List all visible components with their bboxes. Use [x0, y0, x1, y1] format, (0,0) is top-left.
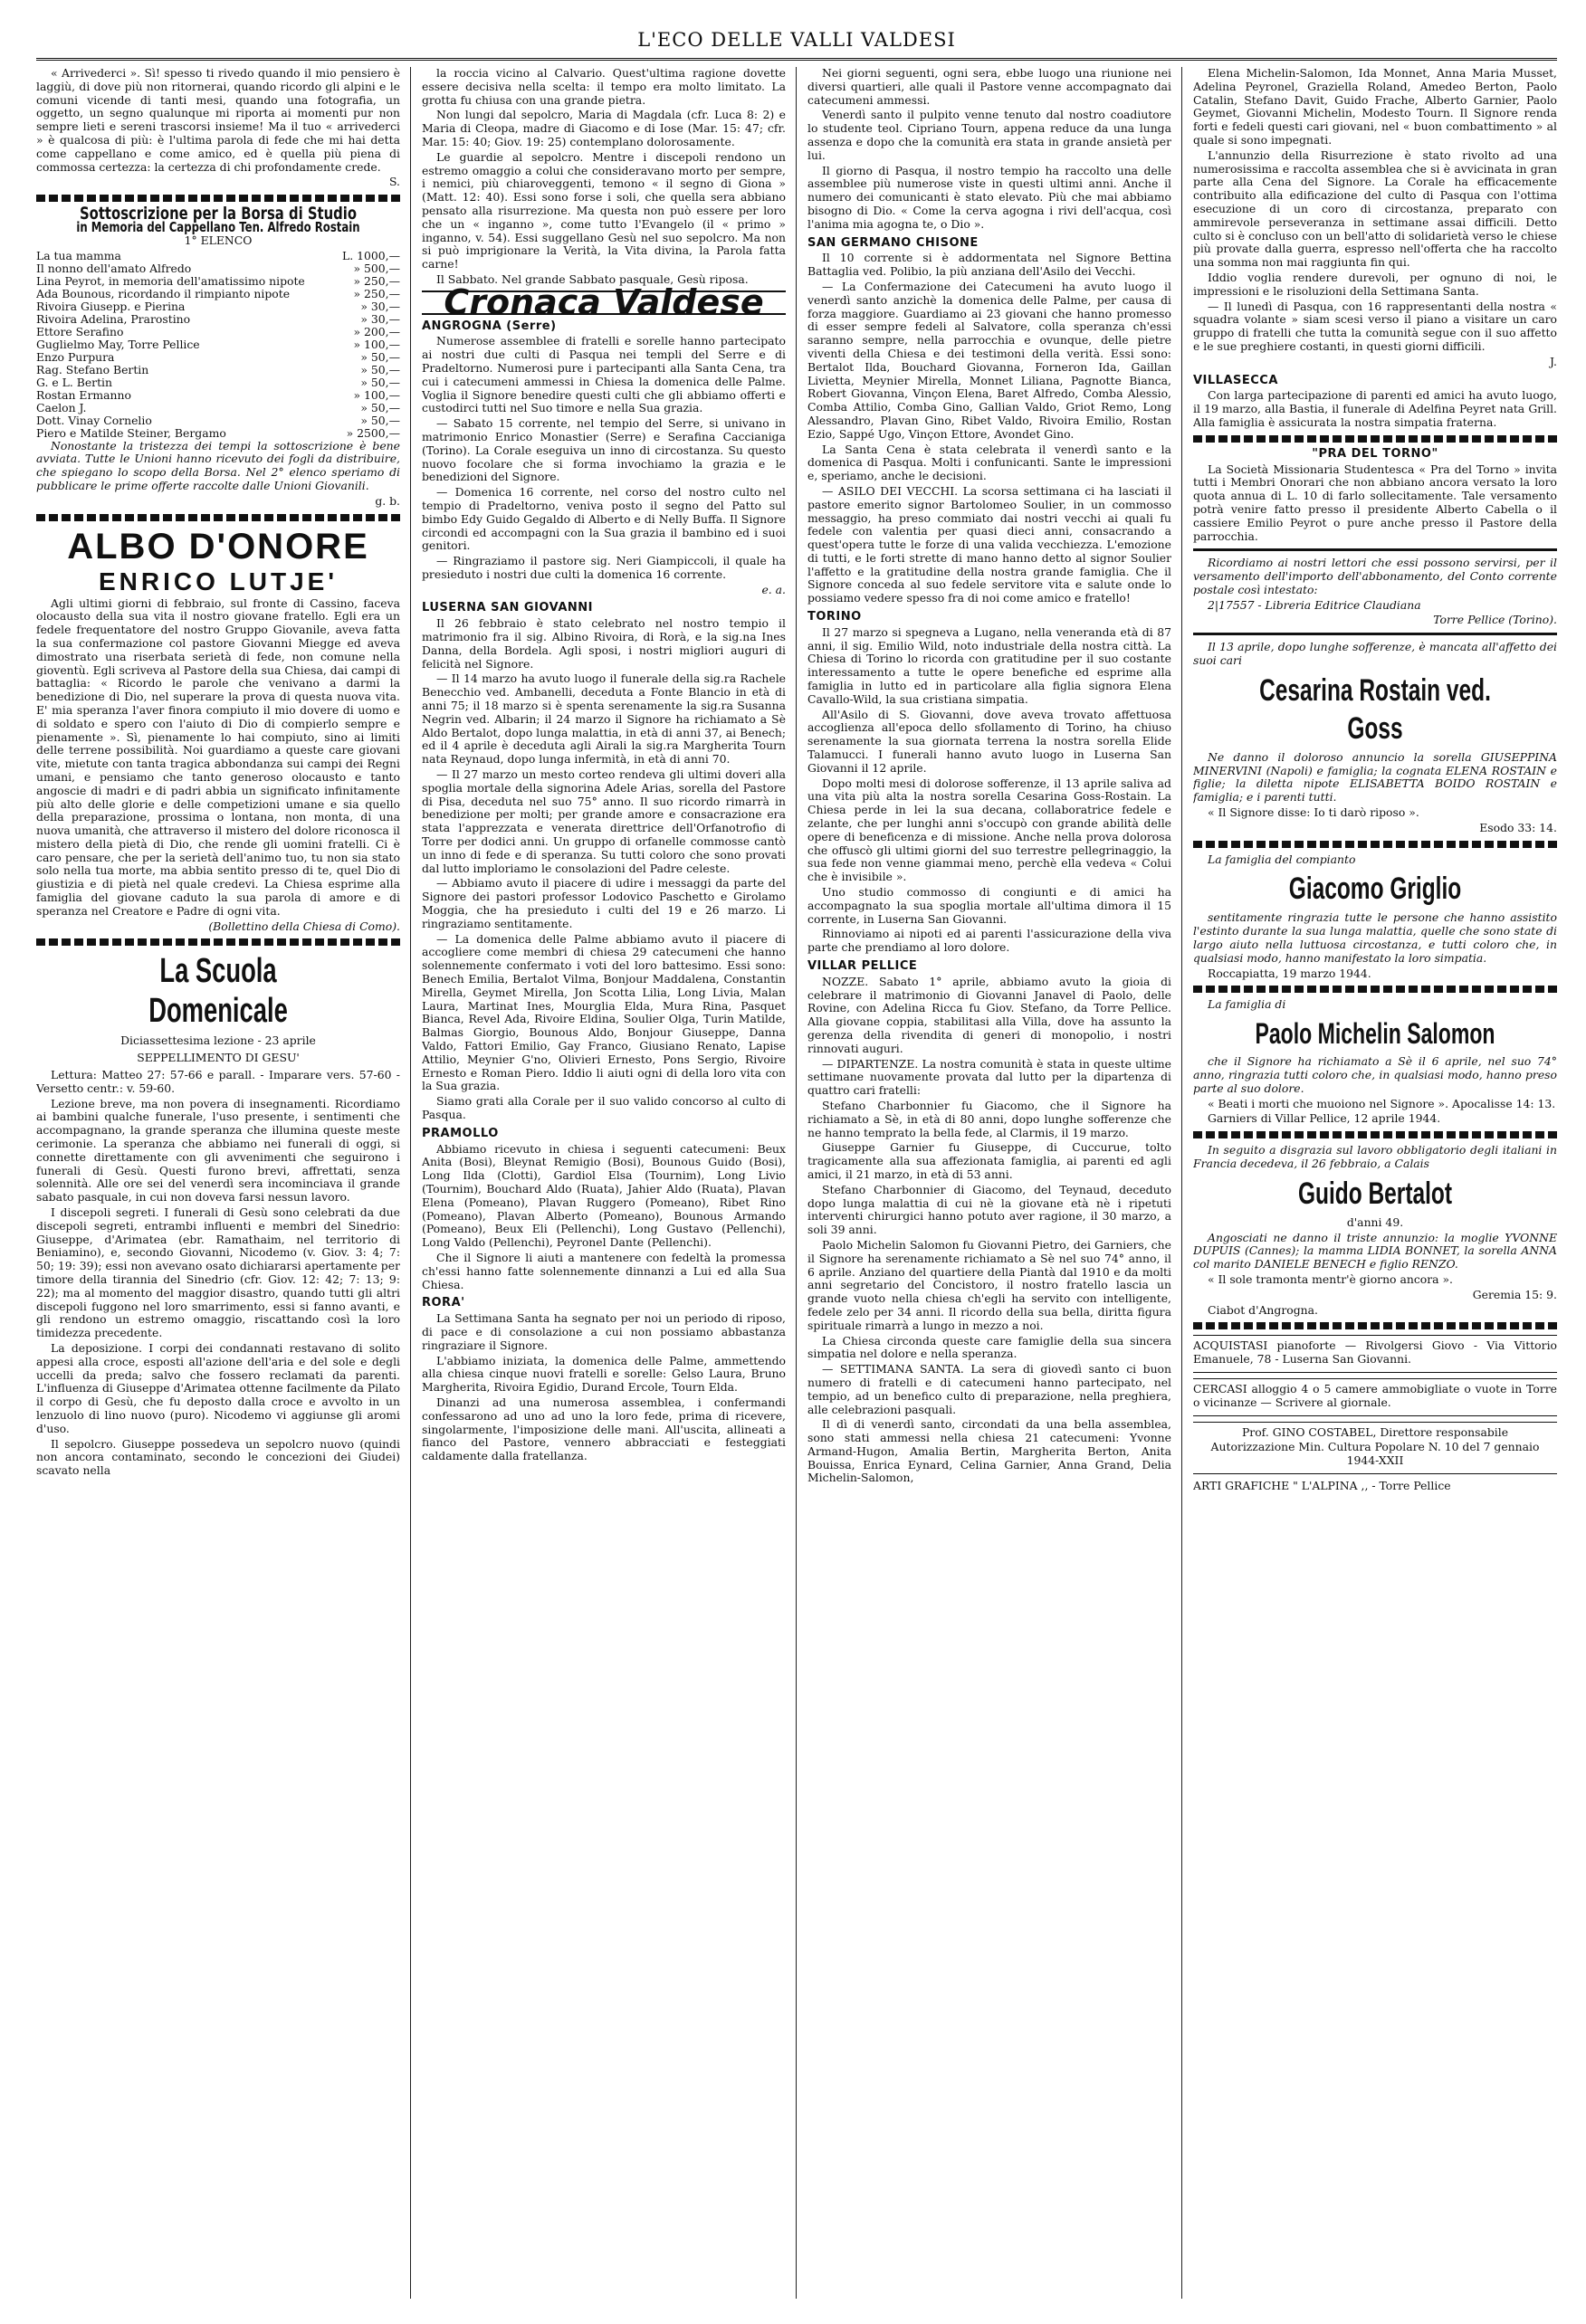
- bertalot-intro: In seguito a disgrazia sul lavoro obbligatorio degli italiani in Francia decedeva, il 26 febbraio, a Calais: [1193, 1143, 1557, 1171]
- sgc-heading: SAN GERMANO CHISONE: [807, 235, 979, 250]
- paragraph: — Il 14 marzo ha avuto luogo il funerale della sig.ra Rachele Benecchio ved. Ambanelli, deceduta a Fonte Blancio in età di anni 75; il 18 marzo si è spenta serenamente la sig.ra Susanna Negrin ved. Albarin; il 24 marzo il Signore ha richiamato a Sè Aldo Bertalot, dopo lunga malattia, in età di anni 37, ai Benech; ed il 4 aprile è deceduta agli Airali la sig.ra Margherita Tourn nata Reynaud, dopo lunga infermità, in età di anni 70.: [422, 671, 786, 767]
- ccp-account: 2|17557 - Libreria Editrice Claudiana: [1208, 597, 1421, 612]
- paragraph: — SETTIMANA SANTA. La sera di giovedì santo ci buon numero di fratelli e di catecumeni hanno partecipato, nel tempio, ad un benefico culto di preparazione, nella preghiera, alle celebrazioni pasquali.: [807, 1362, 1171, 1416]
- borsa-amount: » 50,—: [360, 375, 400, 389]
- villasecca-heading: VILLASECCA: [1193, 373, 1278, 387]
- cronaca-title: Cronaca Valdese: [422, 290, 786, 315]
- goss-intro: Il 13 aprile, dopo lunghe sofferenze, è mancata all'affetto dei suoi cari: [1193, 640, 1557, 668]
- borsa-row: [36, 326, 400, 338]
- scuola-topic: SEPPELLIMENTO DI GESU': [137, 1051, 300, 1065]
- rora-heading: RORA': [422, 1296, 465, 1310]
- borsa-row: [36, 288, 400, 300]
- borsa-donor: Lina Peyrot, in memoria dell'amatissimo nipote: [36, 273, 305, 288]
- scuola-p1: Lezione breve, ma non povera di insegnamenti. Ricordiamo ai bambini qualche funerale, l'uso presente, i sentimenti che accompagnano, la grande speranza che illumina queste meste cerimonie. La speranza che abbiamo nei funerali di oggi, si connette direttamente con gli avvenimenti che seguirono i funerali di Gesù. Questi furono brevi, affrettati, senza solennità. Alle ore sei del venerdì sera incominciava il grande sabato pasquale, in cui non doveva farsi nessun lavoro.: [36, 1096, 400, 1205]
- paragraph: Rinnoviamo ai nipoti ed ai parenti l'assicurazione della viva parte che prendiamo al loro dolore.: [807, 927, 1171, 955]
- authorization: Autorizzazione Min. Cultura Popolare N. 10 del 7 gennaio 1944-XXII: [1210, 1440, 1540, 1468]
- paragraph: All'Asilo di S. Giovanni, dove aveva trovato affettuosa accoglienza all'epoca dello sfollamento di Torino, ha chiuso serenamente la sua giornata terrena la nostra sorella Elide Talamucci. I funerali hanno avuto luogo in Luserna San Giovanni il 12 aprile.: [807, 707, 1171, 775]
- albo-source: (Bollettino della Chiesa di Como).: [208, 919, 400, 933]
- paragraph: Il dì di venerdì santo, circondati da una bella assemblea, sono stati ammessi nella chiesa 21 catecumeni: Yvonne Armand-Hugon, Amalia Bertin, Margherita Berton, Anita Bouissa, Enrica Eynard, Celina Garnier, Anna Grand, Delia Michelin-Salomon,: [807, 1417, 1171, 1485]
- albo-text: Agli ultimi giorni di febbraio, sul fronte di Cassino, faceva olocausto della sua vita il nostro giovane fratello. Egli era un fedele frequentatore del nostro Gruppo Giovanile, aveva fatta la sua confermazione col pastore Giovanni Miegge ed aveva dimostrato una riserbata serietà di fede, non comune nella gioventù. Egli scriveva al Pastore della sua Chiesa, dai campi di battaglia: « Ricordo le parole che venivano a darmi la benedizione di Dio, nel superare la prova di questa nuova vita. E' mia speranza l'aver finora compiuto il mio dovere di uomo e di soldato e spero con l'aiuto di Dio di compierlo sempre e pienamente ». Sì, pienamente lo hai compiuto, sino ai limiti delle terrene possibilità. Noi guardiamo a queste care giovani vite, mietute con tanta tragica abbondanza sui campi dei Regni umani, e pensiamo che tanto generoso olocausto e tanto angoscie di madri e di padri abbia un significato infinitamente più alto delle glorie e delle competizioni umane e sia quello della preparazione, prossima o lontana, non monta, di una nuova umanità, che attraverso il mistero del dolore riconosca il mistero della pietà di Dio, che rende gli uomini fratelli. Ci è caro pensare, che per la serietà dell'animo tuo, tu non sia stato solo nella tua morte, ma abbia sentito presso di te, quel Dio di giustizia e di pietà nel quale credevi. La Chiesa esprime alla famiglia del giovane caduto la sua parola di amore e di speranza nel Creatore e Padre di ogni vita.: [36, 595, 400, 918]
- scuola-p2: I discepoli segreti. I funerali di Gesù sono celebrati da due discepoli segreti, entrambi influenti e membri del Sinedrio: Giuseppe, d'Arimatea (ebr. Ramathaim, nel territorio di Beniamino), e, secondo Giovanni, Nicodemo (v. Giov. 3: 4; 7: 50; 19: 39); essi non avevano osato dichiararsi apertamente per timore della tirannia del Sinedrio (cfr. Giov. 12: 42; 7: 13; 9: 22); ma al momento del maggior disastro, quando tutti gli altri discepoli fuggono nel loro smarrimento, essi si fanno avanti, e gli rendono un estremo omaggio, riscattando così la loro timidezza precedente.: [36, 1205, 400, 1340]
- torino-text: [807, 626, 1171, 955]
- ad-piano: [1193, 1335, 1557, 1373]
- ornament-divider: [36, 938, 400, 946]
- pramollo-text: [422, 1143, 786, 1292]
- ad-piano-text: ACQUISTASI pianoforte — Rivolgersi Giovo - Via Vittorio Emanuele, 78 - Luserna San Giovanni.: [1193, 1338, 1557, 1367]
- villar-signature: J.: [1550, 354, 1557, 368]
- scuola-continued-3: Le guardie al sepolcro. Mentre i discepoli rendono un estremo omaggio a colui che consideravano morto per sempre, i nemici, più chiaroveggenti, temono « il segno di Giona » (Matt. 12: 40). Essi sono forse i soli, che quella sera abbiano pensato alla risurrezione. Ma questa non può essere per loro che un « inganno », come tutto l'Evangelo (il « primo » inganno, v. 54). Essi suggellano Gesù nel suo sepolcro. Ma non si può imprigionare la Verità, la Vita divina, la Parola fatta carne!: [422, 149, 786, 271]
- scuola-continued-4: Il Sabbato. Nel grande Sabbato pasquale, Gesù riposa.: [436, 271, 749, 286]
- ornament-divider: [1193, 1322, 1557, 1329]
- borsa-signature: g. b.: [375, 493, 400, 508]
- paragraph: Nei giorni seguenti, ogni sera, ebbe luogo una riunione nei diversi quartieri, alle quali il Pastore venne accompagnato dai catecumeni ammessi.: [807, 67, 1171, 107]
- praz-text: La Società Missionaria Studentesca « Pra del Torno » invita tutti i Membri Onorari che non abbiano ancora versato la loro quota annua di L. 10 di farlo sollecitamente. Tale versamento potrà venire fatto presso il presidente Alberto Cabella o il cassiere Emilio Peyrot o pure anche presso il Pastore della parrocchia.: [1193, 462, 1557, 543]
- borsa-donor: Rivoira Adelina, Prarostino: [36, 311, 191, 326]
- newspaper-page: [36, 27, 1557, 2299]
- paragraph: Paolo Michelin Salomon fu Giovanni Pietro, dei Garniers, che il Signore ha serenamente richiamato a Sè nel suo 74° anno, il 6 aprile. Anziano del quartiere della Piantà dal 1910 e da molti anni segretario del Concistoro, il nostro fratello lascia un grande vuoto nella chiesa ch'egli ha servito con intelligente, fedele zelo per 34 anni. Il ricordo della sua bella, diritta figura spirituale rimarrà a lungo in mezzo a noi.: [807, 1237, 1171, 1332]
- borsa-amount: » 2500,—: [346, 425, 400, 440]
- borsa-subtitle: in Memoria del Cappellano Ten. Alfredo Rostain: [76, 218, 360, 235]
- bertalot-text: Angosciati ne danno il triste annunzio: la moglie YVONNE DUPUIS (Cannes); la mamma LIDIA BONNET, la sorella ANNA col marito DANIELE BENECH e figlio RENZO.: [1193, 1230, 1557, 1272]
- paragraph: — Il 27 marzo un mesto corteo rendeva gli ultimi doveri alla spoglia mortale della signorina Adele Arias, sorella del Pastore di Pisa, deceduta nel suo 75° anno. Il suo ricordo rimarrà in benedizione per molti; per grande amore e consacrazione era stata l'apprezzata e venerata direttrice dell'Orfanotrofio di Torre per dodici anni. Un gruppo di orfanelle commosse cantò un inno di fede e di speranza. Su tutti coloro che sono provati dal lutto imploriamo le consolazioni del Padre celeste.: [422, 767, 786, 875]
- angrogna-signature: e. a.: [761, 582, 786, 596]
- pramollo-heading: PRAMOLLO: [422, 1126, 499, 1140]
- divider: [1193, 548, 1557, 551]
- borsa-row: [36, 376, 400, 389]
- borsa-row: [36, 414, 400, 427]
- griglio-intro: La famiglia del compianto: [1208, 852, 1356, 866]
- villar-heading: VILLAR PELLICE: [807, 959, 918, 973]
- borsa-donor: Ettore Serafino: [36, 324, 124, 338]
- borsa-donor: Guglielmo May, Torre Pellice: [36, 337, 200, 351]
- paragraph: Stefano Charbonnier di Giacomo, del Teynaud, deceduto dopo lunga malattia di cui nè la giovane età nè i ripetuti interventi chirurgici hanno potuto aver ragione, il 30 marzo, a soli 39 anni.: [807, 1182, 1171, 1237]
- paragraph: — DIPARTENZE. La nostra comunità è stata in queste ultime settimane nuovamente provata dal lutto per la dipartenza di quattro cari fratelli:: [807, 1056, 1171, 1098]
- editor: Prof. GINO COSTABEL, Direttore responsabile: [1241, 1424, 1509, 1439]
- michelin-intro: La famiglia di: [1208, 997, 1286, 1012]
- imprint: [1193, 1422, 1557, 1474]
- borsa-donor: Piero e Matilde Steiner, Bergamo: [36, 425, 226, 440]
- sgc-text: [807, 252, 1171, 605]
- villar-text: [807, 976, 1171, 1485]
- paragraph: Il 27 marzo si spegneva a Lugano, nella veneranda età di 87 anni, il sig. Emilio Wild, noto industriale della nostra città. La Chiesa di Torino lo ricorda con gratitudine per il suo costante interessamento a tutte le opere benefiche ed esprime alla famiglia in lutto ed in particolare alla figlia signora Elena Cavallo-Wild, la sua cristiana simpatia.: [807, 624, 1171, 706]
- praz-heading: "PRA DEL TORNO": [1312, 446, 1438, 461]
- borsa-amount: » 50,—: [360, 413, 400, 427]
- paragraph: Dinanzi ad una numerosa assemblea, i confermandi confessarono ad uno ad uno la loro fede, prima di ricevere, singolarmente, l'imposizione delle mani. All'uscita, allineati a fianco del Pastore, vennero abbracciati e festeggiati caldamente dalla fratellanza.: [422, 1395, 786, 1463]
- goss-name: Cesarina Rostain ved. Goss: [1259, 672, 1491, 746]
- rora-text: [422, 1312, 786, 1463]
- paragraph: NOZZE. Sabato 1° aprile, abbiamo avuto la gioia di celebrare il matrimonio di Giovanni Janavel di Paolo, delle Rovine, con Adelina Ricca fu Giov. Stefano, da Torre Pellice. Alla giovane coppia, stabilitasi alla Villa, dove ha assunto la gerenza della rivendita di generi di monopolio, i nostri rinnovati auguri.: [807, 974, 1171, 1055]
- villar-continued: [1193, 67, 1557, 354]
- paragraph: — Ringraziamo il pastore sig. Neri Giampiccoli, il quale ha presieduto i nostri due culti la domenica 16 corrente.: [422, 554, 786, 581]
- torino-heading: TORINO: [807, 610, 862, 624]
- divider: [1193, 633, 1557, 635]
- borsa-donor: Enzo Purpura: [36, 349, 115, 364]
- scuola-p4: Il sepolcro. Giuseppe possedeva un sepolcro nuovo (quindi non ancora contaminato, secondo le concezioni dei Giudei) scavato nella: [36, 1436, 400, 1478]
- luserna-text: [422, 617, 786, 1121]
- borsa-amount: » 500,—: [353, 261, 400, 275]
- borsa-note: Nonostante la tristezza dei tempi la sottoscrizione è bene avviata. Tutte le Unioni hanno ricevuto dei fogli da distribuire, che spiegano lo scopo della Borsa. Nel 2° elenco speriamo di pubblicare le prime offerte raccolte dalle Unioni Giovanili.: [36, 438, 400, 492]
- bertalot-ref: Geremia 15: 9.: [1472, 1287, 1557, 1301]
- goss-text: Ne danno il doloroso annuncio la sorella GIUSEPPINA MINERVINI (Napoli) e famiglia; la cognata ELENA ROSTAIN e figlie; la diletta nipote ELISABETTA BOIDO ROSTAIN e famiglia; e i parenti tutti.: [1193, 749, 1557, 805]
- paragraph: — Domenica 16 corrente, nel corso del nostro culto nel tempio di Pradeltorno, veniva posto il segno del Patto sul bimbo Edy Guido Gegaldo di Alberto e di Nelly Buffa. Il Signore circondi ed accompagni con la Sua grazia il bambino ed i suoi genitori.: [422, 485, 786, 553]
- ornament-divider: [1193, 1131, 1557, 1138]
- ornament-divider: [36, 514, 400, 521]
- column-3: [807, 67, 1171, 2299]
- paragraph: Dopo molti mesi di dolorose sofferenze, il 13 aprile saliva ad una vita più alta la nostra sorella Cesarina Goss-Rostain. La Chiesa perde in lei la sua decana, collaboratrice fedele e zelante, che per lunghi anni s'occupò con grande abilità delle opere di beneficenza e di missione. Anche nella prova dolorosa che offuscò gli ultimi giorni del suo terrestre pellegrinaggio, la sua fede non venne giammai meno, perchè ella vedeva « Colui che è invisibile ».: [807, 776, 1171, 884]
- ad-alloggio: [1193, 1378, 1557, 1416]
- intro-paragraph: « Arrivederci ». Sì! spesso ti rivedo quando il mio pensiero è laggiù, di dove più non ritornerai, quando ricordo gli alpini e le comuni vicende di tanti mesi, quando una fotografia, un oggetto, un segno qualunque mi riporta ai momenti pur non sempre lieti e sereni trascorsi insieme! Ma il tuo « arrivederci » è qualcosa di più: è l'ultima parola di fede che mi hai detta come cappellano e come amico, ed è quella più piena di commossa certezza: la certezza di chi profondamente crede.: [36, 67, 400, 174]
- borsa-donor: Il nonno dell'amato Alfredo: [36, 261, 192, 275]
- borsa-row: [36, 389, 400, 402]
- bertalot-place: Ciabot d'Angrogna.: [1208, 1302, 1318, 1317]
- borsa-elenco: 1° ELENCO: [184, 233, 253, 247]
- paragraph: Il giorno di Pasqua, il nostro tempio ha raccolto una delle assemblee più numerose viste in questi ultimi anni. Anche il numero dei comunicanti è stato elevato. Più che mai abbiamo bisogno di Dio. « Come la cerva agogna i rivi dell'acqua, così l'anima mia agogna te, o Dio ».: [807, 163, 1171, 231]
- borsa-amount: » 50,—: [360, 362, 400, 376]
- paragraph: Che il Signore li aiuti a mantenere con fedeltà la promessa ch'essi hanno fatte solennemente dinnanzi a Lui ed alla Sua Chiesa.: [422, 1250, 786, 1291]
- bertalot-name: Guido Bertalot: [1297, 1176, 1452, 1211]
- borsa-title: Sottoscrizione per la Borsa di Studio: [79, 204, 358, 224]
- griglio-date: Roccapiatta, 19 marzo 1944.: [1208, 966, 1371, 980]
- ccp-place: Torre Pellice (Torino).: [1433, 613, 1557, 627]
- paragraph: Iddio voglia rendere durevoli, per ognuno di noi, le impressioni e le risoluzioni della Settimana Santa.: [1193, 270, 1557, 298]
- paragraph: Il 10 corrente si è addormentata nel Signore Bettina Battaglia ved. Polibio, la più anziana dell'Asilo dei Vecchi.: [807, 251, 1171, 279]
- borsa-row: [36, 427, 400, 440]
- paragraph: — La Confermazione dei Catecumeni ha avuto luogo il venerdì santo anzichè la domenica delle Palme, per causa di forza maggiore. Guardiamo ai 23 giovani che hanno promesso di esser sempre fedeli al Salvatore, colla speranza ch'essi saranno sempre, nella parrocchia e ovunque, delle pietre viventi della Chiesa e dei testimoni della verità. Essi sono: Bertalot Ilda, Bouchard Giovanna, Forneron Ida, Gaillan Livietta, Meynier Mirella, Monnet Liliana, Pagnotte Bianca, Robert Giovanna, Vinçon Elena, Baret Alfredo, Comba Alessio, Comba Attilio, Comba Gino, Gallian Valdo, Griot Remo, Long Alessandro, Plavan Gino, Ribet Valdo, Rivoira Emilio, Rostan Ezio, Sappé Ugo, Vinçon Ettore, Avondet Gino.: [807, 279, 1171, 441]
- borsa-amount: » 100,—: [353, 387, 400, 402]
- michelin-verse: « Beati i morti che muoiono nel Signore ». Apocalisse 14: 13.: [1208, 1096, 1556, 1110]
- paragraph: Il 26 febbraio è stato celebrato nel nostro tempio il matrimonio fra il sig. Albino Rivoira, di Rorà, e la sig.na Ines Danna, della Bordela. Agli sposi, i nostri migliori auguri di felicità nel Signore.: [422, 616, 786, 671]
- borsa-amount: » 50,—: [360, 349, 400, 364]
- borsa-row: [36, 250, 400, 262]
- scuola-continued-2: Non lungi dal sepolcro, Maria di Magdala (cfr. Luca 8: 2) e Maria di Cleopa, madre di Giacomo e di Iose (Mar. 15: 47; cfr. Mar. 15: 40; Giov. 19: 25) contemplano dolorosamente.: [422, 108, 786, 148]
- griglio-name: Giacomo Griglio: [1288, 872, 1462, 907]
- borsa-row: [36, 300, 400, 313]
- rora-continued: [807, 67, 1171, 232]
- borsa-row: [36, 275, 400, 288]
- borsa-donor: Rag. Stefano Bertin: [36, 362, 149, 376]
- ornament-divider: [1193, 435, 1557, 443]
- paragraph: L'annunzio della Risurrezione è stato rivolto ad una numerosissima e raccolta assemblea che si è avvicinata in gran parte alla Cena del Signore. La Corale ha efficacemente contribuito alla edificazione del culto di Pasqua con l'ottima esecuzione di un coro di circostanza, preparato con ammirevole perseveranza in settimane assai difficili. Detto culto si è concluso con un bell'atto di solidarietà verso le chiese più provate dalla guerra, espresso nell'offerta che ha raccolto una somma non mai raggiunta fin qui.: [1193, 148, 1557, 270]
- albo-name: ENRICO LUTJE': [98, 567, 338, 595]
- borsa-amount: L. 1000,—: [342, 248, 400, 262]
- ornament-divider: [1193, 841, 1557, 848]
- paragraph: Venerdì santo il pulpito venne tenuto dal nostro coadiutore lo studente teol. Cipriano Tourn, appena reduce da una lunga assenza e dopo che la comunità era stata in grande ansietà per lui.: [807, 108, 1171, 162]
- luserna-heading: LUSERNA SAN GIOVANNI: [422, 601, 593, 615]
- borsa-row: [36, 262, 400, 275]
- borsa-amount: » 30,—: [360, 311, 400, 326]
- villasecca-text: Con larga partecipazione di parenti ed amici ha avuto luogo, il 19 marzo, alla Bastia, il funerale di Adelfina Peyret nata Grill. Alla famiglia è assicurata la nostra simpatia fraterna.: [1193, 388, 1557, 429]
- borsa-row: [36, 338, 400, 351]
- ornament-divider: [1193, 986, 1557, 993]
- paragraph: — Sabato 15 corrente, nel tempio del Serre, si univano in matrimonio Enrico Monastier (Serre) e Serafina Caccianiga (Torino). La Corale eseguiva un inno di circostanza. Su questo nuovo focolare che si forma invochiamo la grazia e le benedizioni del Signore.: [422, 416, 786, 484]
- paragraph: Siamo grati alla Corale per il suo valido concorso al culto di Pasqua.: [422, 1094, 786, 1121]
- scuola-title: La Scuola Domenicale: [148, 952, 288, 1031]
- angrogna-heading: ANGROGNA (Serre): [422, 319, 557, 333]
- albo-title: ALBO D'ONORE: [67, 526, 369, 567]
- paragraph: Abbiamo ricevuto in chiesa i seguenti catecumeni: Beux Anita (Bosi), Bleynat Remigio (Bosi), Bounous Guido (Bosi), Long Ilda (Clotti), Gardiol Elsa (Tournim), Long Livio (Tournim), Bouchard Aldo (Ruata), Jahier Aldo (Ruata), Plavan Elena (Pomeano), Plavan Ruggero (Pomeano), Ribet Rino (Pomeano), Plavan Alberto (Pomeano), Bounous Armando (Pomeano), Beux Eli (Pellenchi), Long Gustavo (Pellenchi), Long Valdo (Pellenchi), Peyronel Dante (Pellenchi).: [422, 1141, 786, 1250]
- paragraph: L'abbiamo iniziata, la domenica delle Palme, ammettendo alla chiesa cinque nuovi fratelli e sorelle: Gelso Laura, Bruno Margherita, Rivoira Egidio, Durand Ercole, Tourn Elda.: [422, 1353, 786, 1395]
- michelin-text: che il Signore ha richiamato a Sè il 6 aprile, nel suo 74° anno, ringrazia tutti coloro che, in qualsiasi modo, hanno preso parte al suo dolore.: [1193, 1054, 1557, 1095]
- paragraph: Stefano Charbonnier fu Giacomo, che il Signore ha richiamato a Sè, in età di 80 anni, dopo lunghe sofferenze che ne hanno temprato la bella fede, al Clarmis, il 19 marzo.: [807, 1098, 1171, 1139]
- borsa-row: [36, 351, 400, 364]
- paragraph: Uno studio commosso di congiunti e di amici ha accompagnato la sua spoglia mortale all'ultima dimora il 15 corrente, in Luserna San Giovanni.: [807, 885, 1171, 926]
- borsa-amount: » 30,—: [360, 299, 400, 313]
- borsa-amount: » 50,—: [360, 400, 400, 414]
- bertalot-verse: « Il sole tramonta mentr'è giorno ancora ».: [1208, 1272, 1453, 1286]
- borsa-amount: » 100,—: [353, 337, 400, 351]
- paragraph: — Abbiamo avuto il piacere di udire i messaggi da parte del Signore dei pastori professor Lodovico Paschetto e Girolamo Moggia, che ha presieduto i culti del 19 e 26 marzo. Li ringraziamo sentitamente.: [422, 876, 786, 930]
- paragraph: Numerose assemblee di fratelli e sorelle hanno partecipato ai nostri due culti di Pasqua nei templi del Serre e di Pradeltorno. Numerosi pure i partecipanti alla Santa Cena, tra cui i catecumeni ammessi in Chiesa la domenica delle Palme. Voglia il Signore benedire questi culti che gli abbiamo offerti e custodirci tutti nel Suo timore e nella Sua grazia.: [422, 334, 786, 415]
- scuola-continued-1: la roccia vicino al Calvario. Quest'ultima ragione dovette essere decisiva nella scelta: il tempo era molto limitato. La grotta fu chiusa con una grande pietra.: [422, 67, 786, 107]
- paragraph: — Il lunedì di Pasqua, con 16 rappresentanti della nostra « squadra volante » siam scesi verso il piano a visitare un caro gruppo di fratelli che tutta la comunità segue con il suo affetto e le sue preghiere costanti, in questi giorni difficili.: [1193, 299, 1557, 353]
- borsa-row: [36, 313, 400, 326]
- borsa-amount: » 200,—: [353, 324, 400, 338]
- paragraph: — La domenica delle Palme abbiamo avuto il piacere di accogliere come membri di chiesa 29 catecumeni che hanno solennemente confermato i voti del loro battesimo. Essi sono: Benech Emilia, Bertalot Vilma, Bonjour Maddalena, Constantin Mirella, Geymet Mirella, Jon Scotta Lilia, Long Livia, Malan Laura, Martinat Ines, Mourglia Elda, Mura Rina, Pasquet Bianca, Revel Ada, Rivoire Eldina, Soulier Olga, Turin Matilde, Balmas Giorgio, Bounous Aldo, Bonjour Giuseppe, Danna Valdo, Fattori Emilio, Gay Franco, Giusiano Renato, Lapise Attilio, Meynier G'no, Olivieri Ernesto, Pons Sergio, Rivoire Ernesto e Roman Piero. Iddio li aiuti ogni di della loro vita con la Sua grazia.: [422, 931, 786, 1093]
- borsa-row: [36, 402, 400, 414]
- borsa-row: [36, 364, 400, 376]
- intro-signature: S.: [389, 175, 400, 189]
- paragraph: La Chiesa circonda queste care famiglie della sua sincera simpatia nel dolore e nella speranza.: [807, 1333, 1171, 1361]
- borsa-amount: » 250,—: [353, 286, 400, 300]
- column-4: [1193, 67, 1557, 2299]
- borsa-donor: G. e L. Bertin: [36, 375, 112, 389]
- goss-ref: Esodo 33: 14.: [1479, 820, 1557, 834]
- paragraph: La Santa Cena è stata celebrata il venerdì santo e la domenica di Pasqua. Molti i confunicanti. Sante le impressioni e, speriamo, anche le decisioni.: [807, 442, 1171, 483]
- angrogna-text: [422, 335, 786, 581]
- borsa-donor: Ada Bounous, ricordando il rimpianto nipote: [36, 286, 291, 300]
- michelin-name: Paolo Michelin Salomon: [1255, 1017, 1495, 1051]
- borsa-donor: La tua mamma: [36, 248, 121, 262]
- bertalot-age: d'anni 49.: [1346, 1214, 1404, 1229]
- masthead: L'ECO DELLE VALLI VALDESI: [36, 27, 1557, 61]
- column-1: [36, 67, 400, 2299]
- printer: ARTI GRAFICHE " L'ALPINA ,, - Torre Pellice: [1193, 1478, 1451, 1492]
- paragraph: Giuseppe Garnier fu Giuseppe, di Cuccurue, tolto tragicamente alla sua affezionata famiglia, ai parenti ed agli amici, il 21 marzo, in età di 53 anni.: [807, 1140, 1171, 1181]
- scuola-subtitle: Diciassettesima lezione - 23 aprile: [120, 1033, 316, 1048]
- ad-alloggio-text: CERCASI alloggio 4 o 5 camere ammobigliate o vuote in Torre o vicinanze — Scrivere al giornale.: [1193, 1381, 1557, 1409]
- griglio-text: sentitamente ringrazia tutte le persone che hanno assistito l'estinto durante la sua lunga malattia, quelle che sono state di largo aiuto nella luttuosa circostanza, e tutti coloro che, in qualsiasi modo, hanno manifestato la loro simpatia.: [1193, 910, 1557, 965]
- borsa-donor: Rivoira Giusepp. e Pierina: [36, 299, 186, 313]
- borsa-donor: Dott. Vinay Cornelio: [36, 413, 152, 427]
- paragraph: — ASILO DEI VECCHI. La scorsa settimana ci ha lasciati il pastore emerito signor Bartolomeo Soulier, in un commosso messaggio, ha preso commiato dai nostri vecchi ai quali fu fedele con valentia per quasi dieci anni, consacrando a quest'opera tutte le forze di una valida vecchiezza. L'emozione di tutti, e le forti strette di mano hanno detto al signor Soulier l'affetto e la gratitudine della nostra grande famiglia. Che il Signore conceda al suo fedele servitore vita e salute onde lo possiamo vedere spesso fra di noi come amico e fratello!: [807, 483, 1171, 605]
- ccp-text: Ricordiamo ai nostri lettori che essi possono servirsi, per il versamento dell'importo dell'abbonamento, del Conto corrente postale così intestato:: [1193, 556, 1557, 596]
- paragraph: Elena Michelin-Salomon, Ida Monnet, Anna Maria Musset, Adelina Peyronel, Graziella Roland, Amedeo Berton, Paolo Catalin, Stefano Davit, Guido Frache, Alberto Garnier, Paolo Geymet, Giovanni Michelin, Modesto Tourn. Il Signore renda forti e fedeli questi cari giovani, nel « buon combattimento » al quale si sono impegnati.: [1193, 67, 1557, 147]
- borsa-list: [36, 250, 400, 440]
- scuola-p3: La deposizione. I corpi dei condannati restavano di solito appesi alla croce, esposti all'azione dell'aria e del sole e degli uccelli da preda; salvo che fossero reclamati da parenti. L'influenza di Giuseppe d'Arimatea ottenne facilmente da Pilato il corpo di Gesù, che fu deposto dalla croce e avvolto in un lenzuolo di lino nuovo (puro). Nicodemo vi aggiunse gli aromi d'uso.: [36, 1341, 400, 1435]
- column-2: [422, 67, 786, 2299]
- goss-verse: « Il Signore disse: Io ti darò riposo ».: [1208, 805, 1419, 820]
- michelin-date: Garniers di Villar Pellice, 12 aprile 1944.: [1208, 1111, 1441, 1126]
- ornament-divider: [36, 195, 400, 202]
- borsa-donor: Caelon J.: [36, 400, 87, 414]
- borsa-donor: Rostan Ermanno: [36, 387, 131, 402]
- scuola-lettura: Lettura: Matteo 27: 57-66 e parall. - Imparare vers. 57-60 - Versetto centr.: v. 59-60.: [36, 1068, 400, 1095]
- borsa-amount: » 250,—: [353, 273, 400, 288]
- paragraph: La Settimana Santa ha segnato per noi un periodo di riposo, di pace e di consolazione a cui non possiamo abbastanza ringraziare il Signore.: [422, 1311, 786, 1352]
